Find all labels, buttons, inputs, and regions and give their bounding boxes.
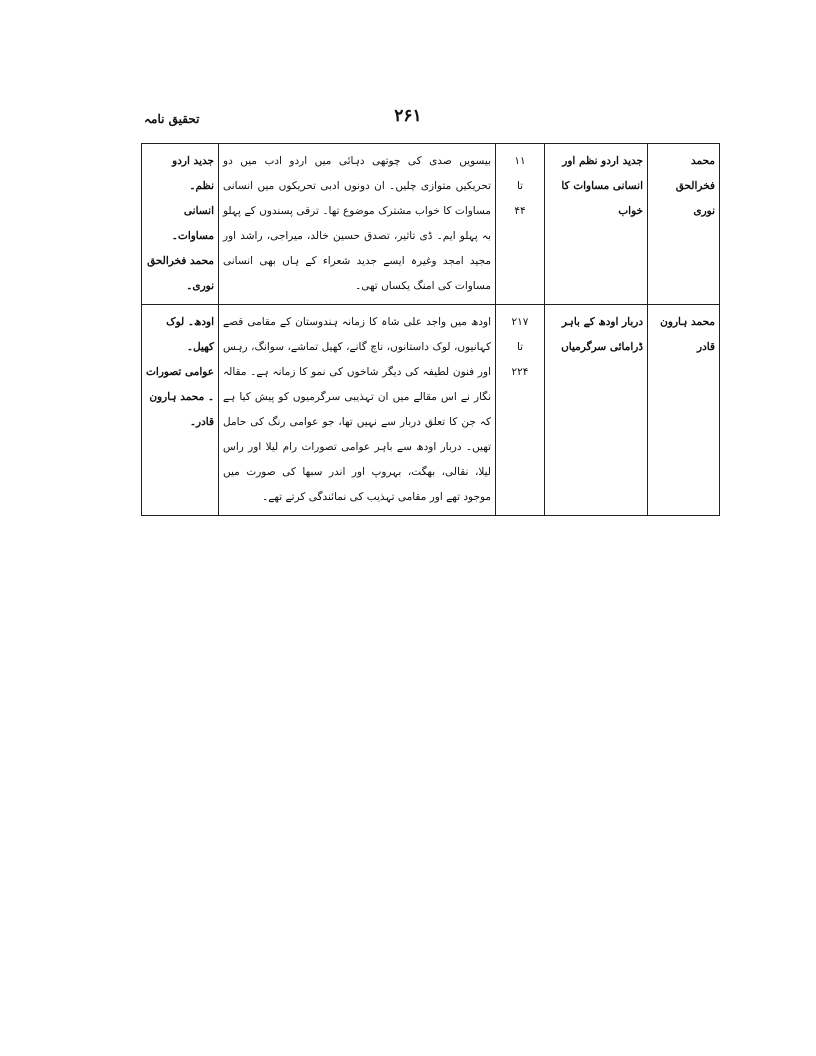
article-index-table [141,143,720,516]
keywords-cell [142,305,219,516]
author-cell: محمد ہارون قادر [648,305,720,516]
keyword: انسانی مساوات۔ [171,205,214,242]
keyword: اودھ۔ لوک کھیل۔ [166,316,214,353]
keywords-cell [142,144,219,305]
page-separator: تا [516,180,524,192]
keyword: عوامی تصورات [146,366,214,378]
page-to: ۴۴ [514,205,526,217]
title-cell: دربار اودھ کے باہر ڈرامائی سرگرمیاں [545,305,648,516]
table-row [142,305,720,516]
pages-cell [496,305,545,516]
summary-cell: بیسویں صدی کی چوتھی دہائی میں اردو ادب میں دو تحریکیں متوازی چلیں۔ ان دونوں ادبی تحریکوں میں انسانی مساوات کا خواب مشترک موضوع تھا۔ ترقی پسندوں کے پہلو بہ پہلو ایم۔ ڈی تاثیر، تصدق حسین خالد، میراجی، راشد اور مجید امجد وغیرہ ایسے جدید شعراء کے ہاں بھی انسانی مساوات کی امنگ یکساں تھی۔ [219,144,496,305]
page-separator: تا [516,341,524,353]
page-to: ۲۲۴ [511,366,529,378]
author-cell: محمد فخرالحق نوری [648,144,720,305]
table-row [142,144,720,305]
keyword: جدید اردو نظم۔ [172,155,214,192]
summary-cell: اودھ میں واجد علی شاہ کا زمانہ ہندوستان کے مقامی قصے کہانیوں، لوک داستانوں، ناچ گانے، کھیل تماشے، سوانگ، رہس اور فنون لطیفہ کی دیگر شاخوں کی نمو کا زمانہ ہے۔ مقالہ نگار نے اس مقالے میں ان تہذیبی سرگرمیوں کو پیش کیا ہے کہ جن کا تعلق دربار سے نہیں تھا، جو عوامی رنگ کی حامل تھیں۔ دربار اودھ سے باہر عوامی تصورات رام لیلا اور راس لیلا، نقالی، بھگت، بہروپ اور اندر سبھا کی صورت میں موجود تھے اور مقامی تہذیب کی نمائندگی کرتے تھے۔ [219,305,496,516]
keyword: محمد فخرالحق نوری۔ [147,255,214,292]
page-number: ۲۶۱ [394,106,422,126]
keyword: ۔ محمد ہارون قادر۔ [149,391,214,428]
page-from: ۱۱ [514,155,526,167]
pages-cell [496,144,545,305]
title-cell: جدید اردو نظم اور انسانی مساوات کا خواب [545,144,648,305]
page-from: ۲۱۷ [511,316,529,328]
journal-name: تحقیق نامہ [144,112,200,126]
